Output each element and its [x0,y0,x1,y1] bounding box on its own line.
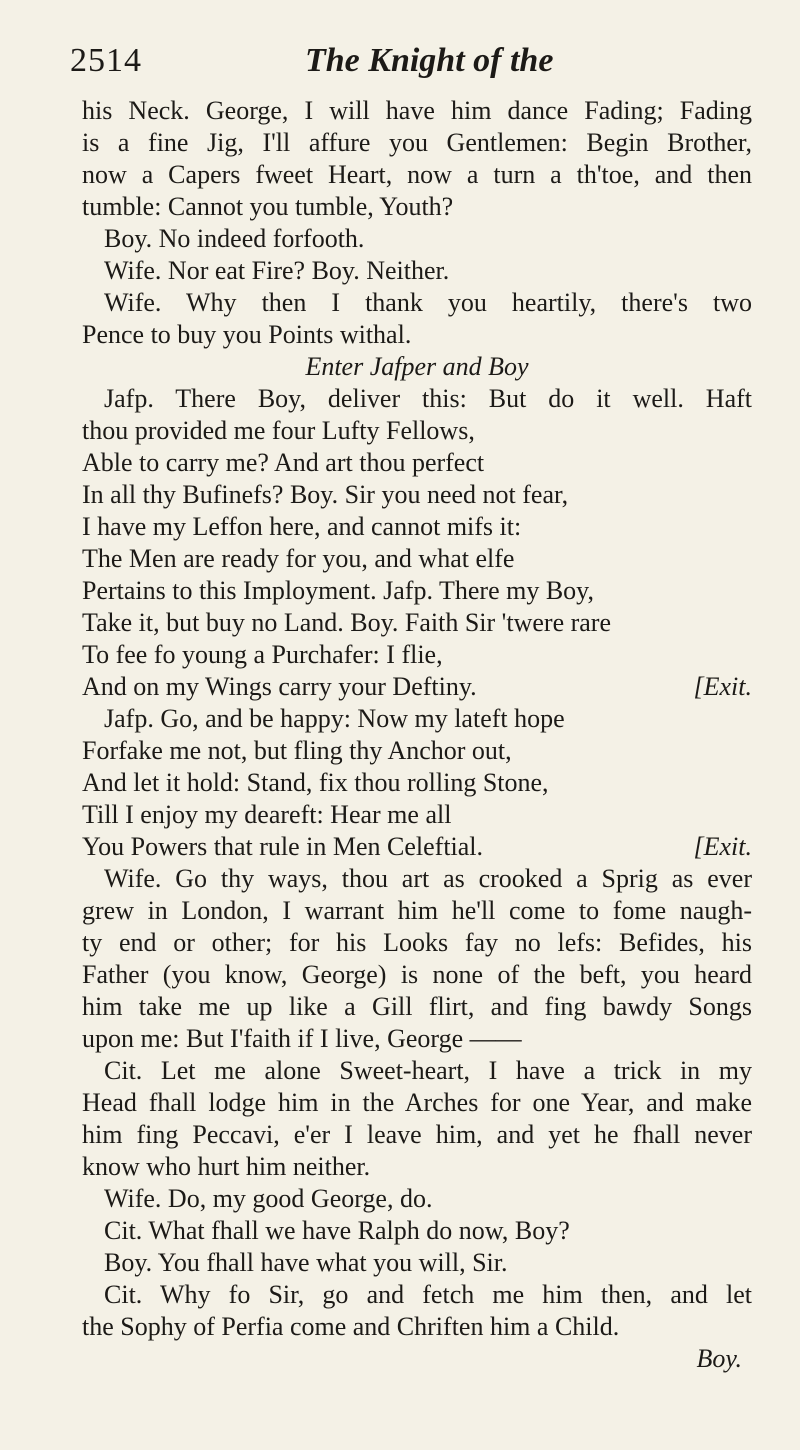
text-line: Forfake me not, but fling thy Anchor out, [82,736,512,765]
text-line: tumble: Cannot you tumble, Youth? [82,192,454,221]
text-line: To fee fo young a Purchafer: I flie, [82,640,443,669]
text-line: Pertains to this Imployment. Jafp. There my Boy, [82,576,594,605]
text-line: Jafp. There Boy, deliver this: But do it well. Haft [104,384,752,413]
text-line: now a Capers fweet Heart, now a turn a th'toe, and then [82,160,752,189]
text-line: him fing Peccavi, e'er I leave him, and yet he fhall never [82,1120,752,1149]
text-line: Cit. What fhall we have Ralph do now, Boy? [104,1216,570,1245]
stage-direction: Enter Jafper and Boy [305,352,529,381]
page-body [82,95,752,1375]
text-line: Cit. Let me alone Sweet-heart, I have a trick in my [104,1056,752,1085]
text-line [82,831,752,863]
verse-text: And on my Wings carry your Deftiny. [82,672,477,701]
text-line: Take it, but buy no Land. Boy. Faith Sir 'twere rare [82,608,612,637]
text-line [82,671,752,703]
text-line: The Men are ready for you, and what elfe [82,544,515,573]
text-line: Able to carry me? And art thou perfect [82,448,485,477]
exit-direction: [Exit. [693,832,752,861]
text-line: the Sophy of Perfia come and Chriften him a Child. [82,1312,620,1341]
text-line: Wife. Go thy ways, thou art as crooked a Sprig as ever [104,864,752,893]
text-line: him take me up like a Gill flirt, and fing bawdy Songs [82,992,752,1021]
text-line: Wife. Do, my good George, do. [104,1184,433,1213]
text-line: Father (you know, George) is none of the beft, you heard [82,960,752,989]
text-line: Till I enjoy my deareft: Hear me all [82,800,452,829]
exit-direction: [Exit. [693,672,752,701]
text-line: Wife. Nor eat Fire? Boy. Neither. [104,256,450,285]
text-line: In all thy Bufinefs? Boy. Sir you need not fear, [82,480,569,509]
page-number: 2514 [70,42,142,79]
page-header [70,42,750,92]
text-line: And let it hold: Stand, fix thou rolling Stone, [82,768,549,797]
text-line: I have my Leffon here, and cannot mifs it: [82,512,522,541]
text-line: Head fhall lodge him in the Arches for one Year, and make [82,1088,752,1117]
running-title: The Knight of the [305,42,554,79]
text-line: grew in London, I warrant him he'll come to fome naugh- [82,896,752,925]
text-line: Jafp. Go, and be happy: Now my lateft hope [104,704,565,733]
text-line: Pence to buy you Points withal. [82,320,412,349]
text-line: ty end or other; for his Looks fay no lefs: Befides, his [82,928,752,957]
catchword: Boy. [696,1344,742,1373]
text-line: his Neck. George, I will have him dance Fading; Fading [82,96,752,125]
text-line: Wife. Why then I thank you heartily, there's two [104,288,752,317]
text-line: is a fine Jig, I'll affure you Gentlemen: Begin Brother, [82,128,752,157]
text-line: know who hurt him neither. [82,1152,371,1181]
text-line: Boy. You fhall have what you will, Sir. [104,1248,508,1277]
text-line: upon me: But I'faith if I live, George —— [82,1024,522,1053]
text-line: Boy. No indeed forfooth. [104,224,365,253]
text-line: thou provided me four Lufty Fellows, [82,416,475,445]
text-line: Cit. Why fo Sir, go and fetch me him then, and let [104,1280,752,1309]
verse-text: You Powers that rule in Men Celeftial. [82,832,484,861]
